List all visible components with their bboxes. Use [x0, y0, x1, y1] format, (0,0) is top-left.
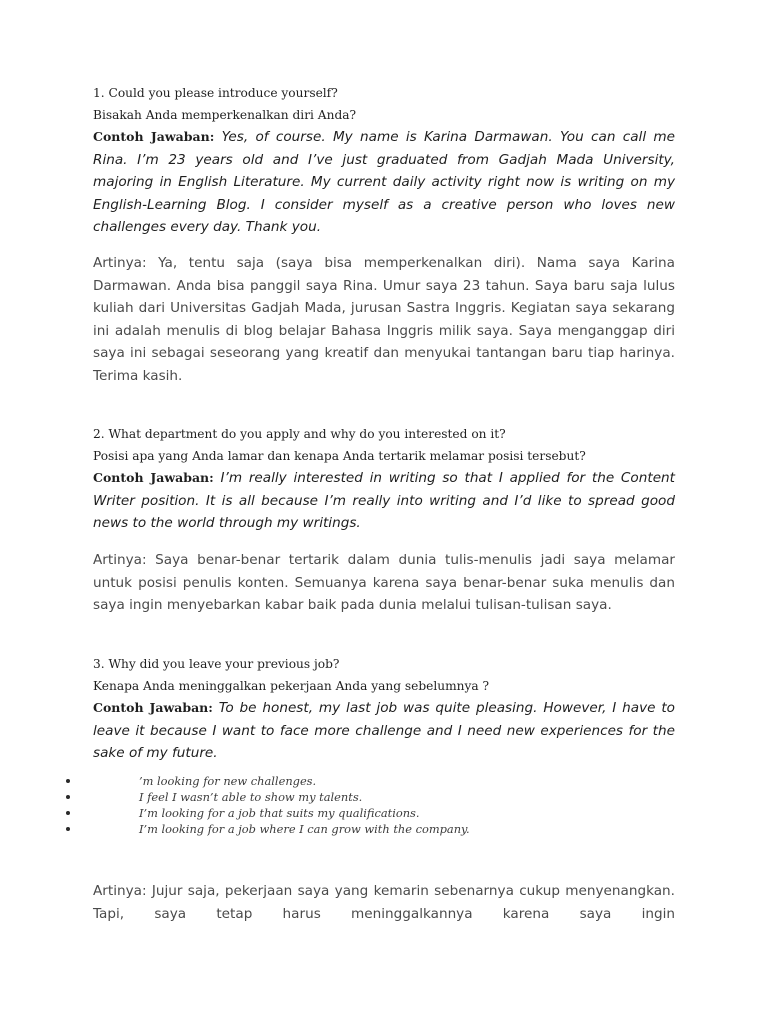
q3-artinya: Artinya: Jujur saja, pekerjaan saya yang kemarin sebenarnya cukup menyenangkan. Tapi, saya tetap harus meninggalkannya karena saya ingin: [93, 883, 675, 922]
q2-answer-label: Contoh Jawaban: [93, 470, 210, 485]
list-item: I’m looking for a job where I can grow with the company.: [66, 821, 470, 837]
q2-question: 2. What department do you apply and why do you interested on it?: [93, 427, 506, 441]
q1-question: 1. Could you please introduce yourself?: [93, 86, 338, 100]
bullet-icon: [66, 827, 70, 831]
q3-answer-label: Contoh Jawaban: [93, 700, 209, 715]
q1-artinya: Artinya: Ya, tentu saja (saya bisa memperkenalkan diri). Nama saya Karina Darmawan. Anda bisa panggil saya Rina. Umur saya 23 tahun. Saya baru saja lulus kuliah dari Universitas Gadjah Mada, jurusan Sastra Inggris. Kegiatan saya sekarang ini adalah menulis di blog belajar Bahasa Inggris milik saya. Saya menganggap diri saya ini sebagai seseorang yang kreatif dan menyukai tantangan baru tiap harinya. Terima kasih.: [93, 255, 675, 384]
list-item: I feel I wasn’t able to show my talents.: [66, 789, 470, 805]
list-item: I’m looking for a job that suits my qualifications.: [66, 805, 470, 821]
bullet-icon: [66, 779, 70, 783]
q3-translation: Kenapa Anda meninggalkan pekerjaan Anda yang sebelumnya ?: [93, 679, 490, 693]
q2-answer-paragraph: Contoh Jawaban: I’m really interested in writing so that I applied for the Content Writer position. It is all because I’m really into writing and I’d like to spread good news to the world through my writings.: [93, 470, 675, 531]
q1-answer-paragraph: Contoh Jawaban: Yes, of course. My name is Karina Darmawan. You can call me Rina. I’m 23 years old and I’ve just graduated from Gadjah Mada University, majoring in English Literature. My current daily activity right now is writing on my English-Learning Blog. I consider myself as a creative person who loves new challenges every day. Thank you.: [93, 129, 675, 235]
q1-answer-label: Contoh Jawaban: [93, 129, 210, 144]
q2-answer-text: I’m really interested in writing so that I applied for the Content Writer position. It is all because I’m really into writing and I’d like to spread good news to the world through my writings.: [93, 470, 675, 531]
q3-bullet-list: [66, 773, 470, 837]
q3-question: 3. Why did you leave your previous job?: [93, 657, 340, 671]
q3-answer-text: To be honest, my last job was quite pleasing. However, I have to leave it because I want to face more challenge and I need new experiences for the sake of my future.: [93, 700, 675, 761]
bullet-icon: [66, 795, 70, 799]
bullet-icon: [66, 811, 70, 815]
q1-translation: Bisakah Anda memperkenalkan diri Anda?: [93, 108, 357, 122]
q2-artinya: Artinya: Saya benar-benar tertarik dalam dunia tulis-menulis jadi saya melamar untuk posisi penulis konten. Semuanya karena saya benar-benar suka menulis dan saya ingin menyebarkan kabar baik pada dunia melalui tulisan-tulisan saya.: [93, 552, 675, 613]
list-item: ’m looking for new challenges.: [66, 773, 470, 789]
q3-answer-paragraph: Contoh Jawaban: To be honest, my last job was quite pleasing. However, I have to leave it because I want to face more challenge and I need new experiences for the sake of my future.: [93, 700, 675, 761]
q1-answer-text: Yes, of course. My name is Karina Darmawan. You can call me Rina. I’m 23 years old and I’ve just graduated from Gadjah Mada University, majoring in English Literature. My current daily activity right now is writing on my English-Learning Blog. I consider myself as a creative person who loves new challenges every day. Thank you.: [93, 129, 675, 235]
q2-translation: Posisi apa yang Anda lamar dan kenapa Anda tertarik melamar posisi tersebut?: [93, 449, 586, 463]
